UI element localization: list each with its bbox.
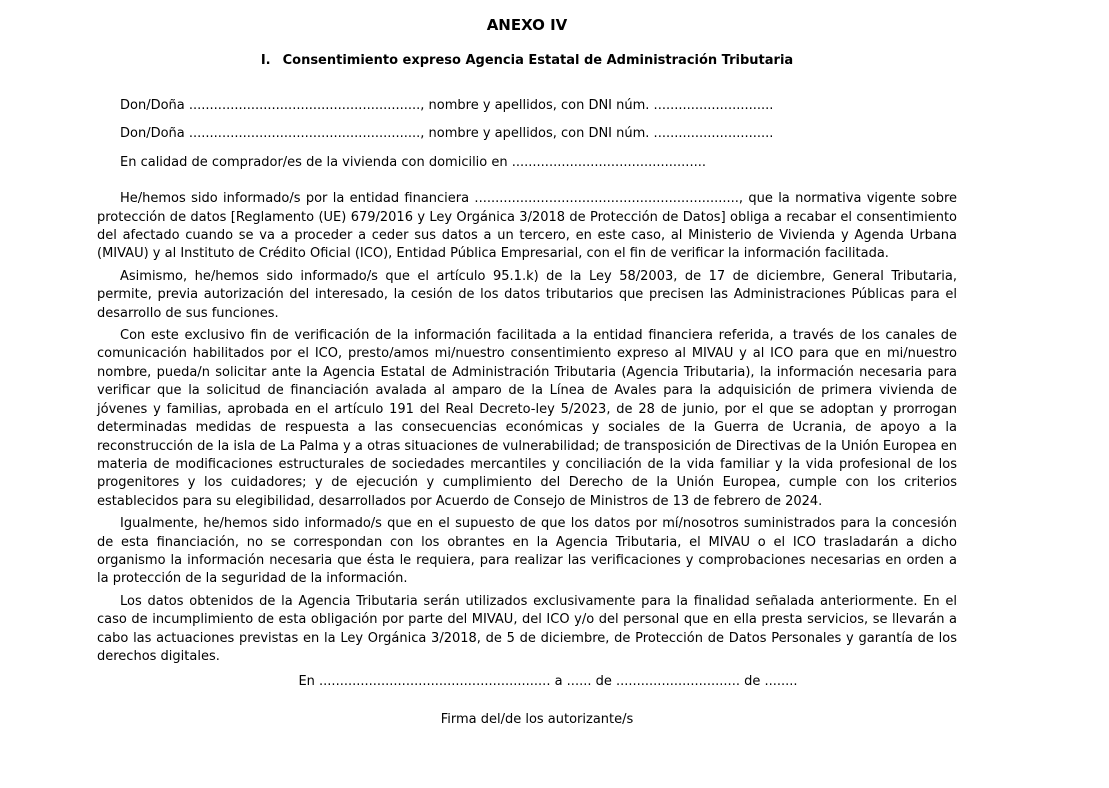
section-title: Consentimiento expreso Agencia Estatal de Administración Tributaria xyxy=(282,53,794,68)
section-number: I. xyxy=(260,53,271,68)
document-page xyxy=(97,0,957,729)
document-title: ANEXO IV xyxy=(486,16,568,34)
body-paragraph-4: Igualmente, he/hemos sido informado/s que en el supuesto de que los datos por mí/nosotros suministrados para la concesión de esta financiación, no se correspondan con los obrantes en la Agencia Tributaria, el MIVAU o el ICO trasladarán a dicho organismo la información necesaria que ésta le requiera, para realizar las verificaciones y comprobaciones necesarias en orden a la protección de la seguridad de la información. xyxy=(97,516,957,587)
party-line-2: Don/Doña ........................................................, nombre y apellidos, con DNI núm. ............................. xyxy=(120,126,774,142)
section-heading xyxy=(97,52,957,70)
buyer-domicile-line: En calidad de comprador/es de la vivienda con domicilio en ............................................... xyxy=(120,154,706,170)
body-paragraph-2: Asimismo, he/hemos sido informado/s que el artículo 95.1.k) de la Ley 58/2003, de 17 de diciembre, General Tributaria, permite, previa autorización del interesado, la cesión de los datos tributarios que precisen las Administraciones Públicas para el desarrollo de sus funciones. xyxy=(97,268,957,321)
signature-line: Firma del/de los autorizante/s xyxy=(440,711,634,727)
date-place-line: En ........................................................ a ...... de .............................. de ........ xyxy=(298,674,798,690)
body-paragraph-5: Los datos obtenidos de la Agencia Tributaria serán utilizados exclusivamente para la finalidad señalada anteriormente. En el caso de incumplimiento de esta obligación por parte del MIVAU, del ICO y/o del personal que en ella presta servicios, se llevarán a cabo las actuaciones previstas en la Ley Orgánica 3/2018, de 5 de diciembre, de Protección de Datos Personales y garantía de los derechos digitales. xyxy=(97,593,957,664)
party-line-1: Don/Doña ........................................................, nombre y apellidos, con DNI núm. ............................. xyxy=(120,98,774,113)
body-paragraph-1: He/hemos sido informado/s por la entidad financiera ................................................................, que la normativa vigente sobre protección de datos [Reglamento (UE) 679/2016 y Ley Orgánica 3/2018 de Protección de Datos] obliga a recabar el consentimiento del afectado cuando se va a proceder a ceder sus datos a un tercero, en este caso, al Ministerio de Vivienda y Agenda Urbana (MIVAU) y al Instituto de Crédito Oficial (ICO), Entidad Pública Empresarial, con el fin de verificar la información facilitada. xyxy=(97,191,957,262)
body-paragraph-3: Con este exclusivo fin de verificación de la información facilitada a la entidad financiera referida, a través de los canales de comunicación habilitados por el ICO, presto/amos mi/nuestro consentimiento expreso al MIVAU y al ICO para que en mi/nuestro nombre, pueda/n solicitar ante la Agencia Estatal de Administración Tributaria (Agencia Tributaria), la información necesaria para verificar que la solicitud de financiación avalada al amparo de la Línea de Avales para la adquisición de primera vivienda de jóvenes y familias, aprobada en el artículo 191 del Real Decreto-ley 5/2023, de 28 de junio, por el que se adoptan y prorrogan determinadas medidas de respuesta a las consecuencias económicas y sociales de la Guerra de Ucrania, de apoyo a la reconstrucción de la isla de La Palma y a otras situaciones de vulnerabilidad; de transposición de Directivas de la Unión Europea en materia de modificaciones estructurales de sociedades mercantiles y conciliación de la vida familiar y la vida profesional de los progenitores y los cuidadores; y de ejecución y cumplimiento del Derecho de la Unión Europea, cumple con los criterios establecidos para su elegibilidad, desarrollados por Acuerdo de Consejo de Ministros de 13 de febrero de 2024. xyxy=(97,328,957,509)
